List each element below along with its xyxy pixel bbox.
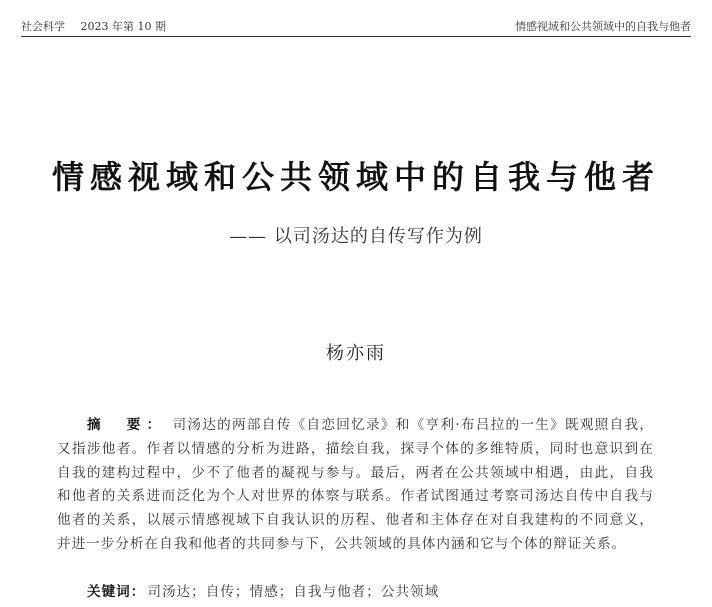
- journal-info: [21, 18, 166, 34]
- journal-issue: 2023 年第 10 期: [80, 20, 166, 33]
- keywords-label: 关键词：: [87, 584, 146, 600]
- abstract-text: 司汤达的两部自传《自恋回忆录》和《亨利·布吕拉的一生》既观照自我，又指涉他者。作者以情感的分析为进路，描绘自我，探寻个体的多维特质，同时也意识到在自我的建构过程中，少不了他者的凝视与参与。最后，两者在公共领域中相遇，由此，自我和他者的关系进而泛化为个人对世界的体察与联系。作者试图通过考察司汤达自传中自我与他者的关系，以展示情感视域下自我认识的历程、他者和主体存在对自我建构的不同意义，并进一步分析在自我和他者的共同参与下，公共领域的具体内涵和它与个体的辩证关系。: [57, 417, 655, 552]
- abstract-label: 摘 要：: [87, 417, 167, 433]
- journal-name: 社会科学: [21, 20, 65, 33]
- abstract-paragraph: [57, 414, 654, 557]
- running-title: 情感视域和公共领域中的自我与他者: [515, 20, 691, 33]
- article-subtitle: —— 以司汤达的自传写作为例: [229, 226, 483, 247]
- running-header: [21, 14, 691, 37]
- article-title: 情感视域和公共领域中的自我与他者: [51, 158, 660, 196]
- keywords-text: 司汤达；自传；情感；自我与他者；公共领域: [147, 584, 440, 600]
- article-author: 杨亦雨: [326, 343, 386, 364]
- keywords-line: [87, 580, 654, 600]
